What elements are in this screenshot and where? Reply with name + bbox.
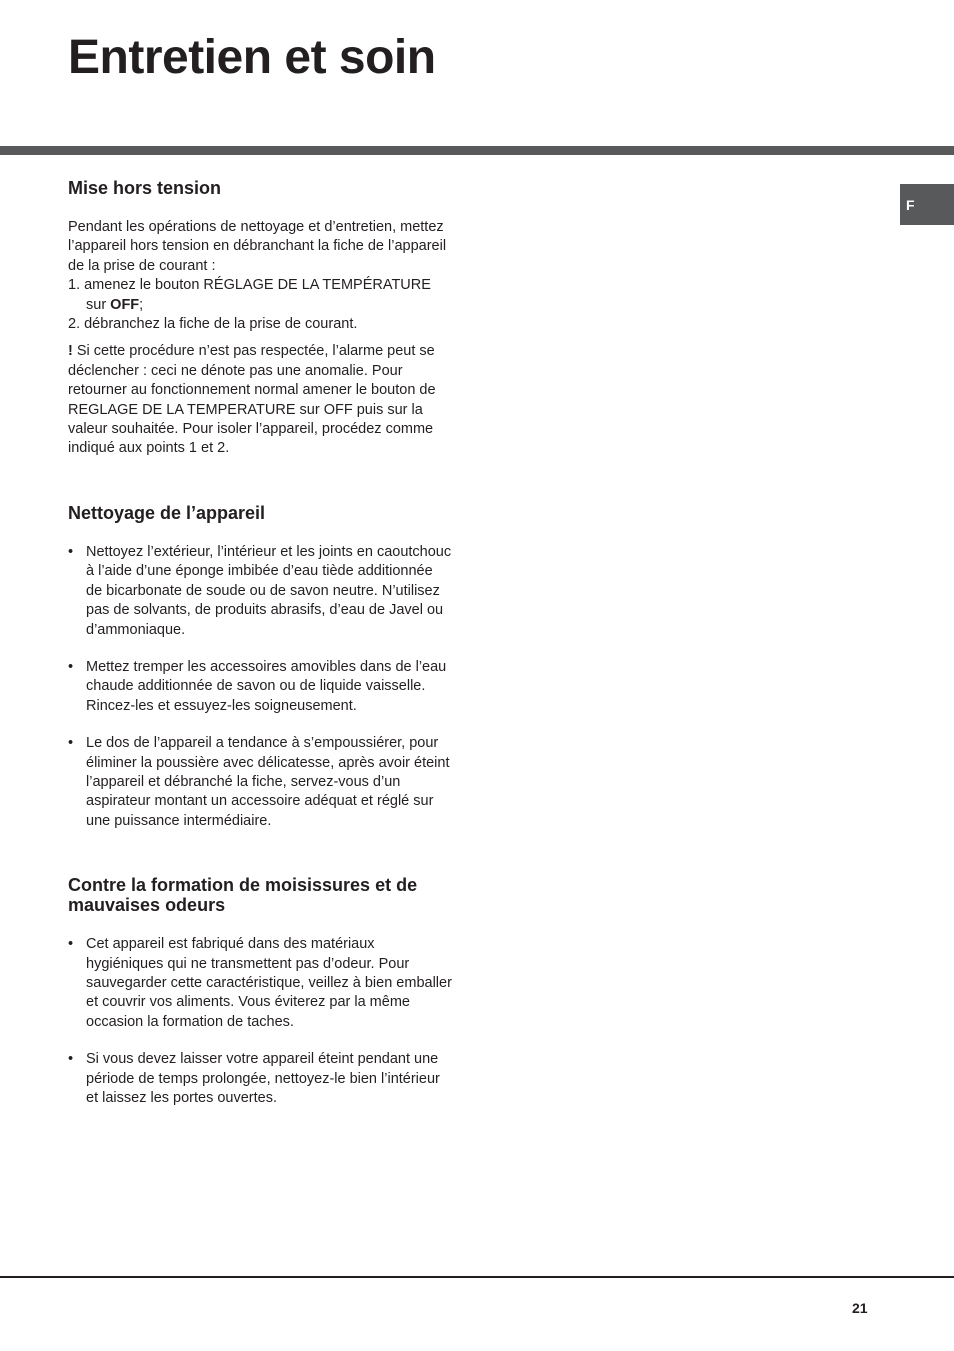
step-text: 1. amenez le bouton RÉGLAGE DE LA TEMPÉRATURE sur <box>68 277 431 313</box>
warning-note <box>68 342 452 458</box>
header-divider <box>0 146 954 155</box>
footer-divider <box>0 1276 954 1278</box>
step-list <box>68 276 452 334</box>
step-item: 2. débranchez la fiche de la prise de courant. <box>68 316 358 333</box>
step-item <box>68 276 452 315</box>
section-nettoyage <box>68 503 452 831</box>
list-item: • Si vous devez laisser votre appareil éteint pendant une période de temps prolongée, nettoyez-le bien l’intérieur et laissez les portes ouvertes. <box>68 1050 452 1108</box>
section-heading: Nettoyage de l’appareil <box>68 502 266 523</box>
step-emphasis: OFF <box>110 296 140 313</box>
page-title: Entretien et soin <box>68 31 436 84</box>
list-item: • Mettez tremper les accessoires amovibles dans de l’eau chaude additionnée de savon ou de liquide vaisselle. Rincez-les et essuyez-les soigneusement. <box>68 658 452 716</box>
section-heading: Contre la formation de moisissures et de mauvaises odeurs <box>68 875 418 916</box>
warning-icon: ! <box>68 343 73 360</box>
section-moisissures <box>68 875 452 1108</box>
language-tab <box>900 184 954 225</box>
section-intro: Pendant les opérations de nettoyage et d’entretien, mettez l’appareil hors tension en débranchant la fiche de l’appareil de la prise de courant : <box>68 219 447 274</box>
list-item: • Nettoyez l’extérieur, l’intérieur et les joints en caoutchouc à l’aide d’une éponge imbibée d’eau tiède additionnée de bicarbonate de soude ou de savon neutre. N’utilisez pas de solvants, de produits abrasifs, d’eau de Javel ou d’ammoniaque. <box>68 543 452 640</box>
bullet-list <box>68 543 452 831</box>
list-item: • Cet appareil est fabriqué dans des matériaux hygiéniques qui ne transmettent pas d’odeur. Pour sauvegarder cette caractéristique, veillez à bien emballer et couvrir vos aliments. Vous éviterez par la même occasion la formation de taches. <box>68 935 452 1032</box>
page-number: 21 <box>852 1300 868 1316</box>
section-mise-hors-tension <box>68 178 452 459</box>
step-end: ; <box>139 296 144 313</box>
bullet-list <box>68 935 452 1108</box>
content-column <box>68 178 452 1108</box>
section-heading: Mise hors tension <box>68 178 222 198</box>
list-item: • Le dos de l’appareil a tendance à s’empoussiérer, pour éliminer la poussière avec délicatesse, après avoir éteint l’appareil et débranché la fiche, servez-vous d’un aspirateur montant un accessoire adéquat et réglé sur une puissance intermédiaire. <box>68 734 452 831</box>
language-tab-label: F <box>906 197 915 213</box>
warning-text: Si cette procédure n’est pas respectée, l’alarme peut se déclencher : ceci ne dénote pas une anomalie. Pour retourner au fonctionnement normal amener le bouton de REGLAGE DE LA TEMPERATURE sur OFF puis sur la valeur souhaitée. Pour isoler l’appareil, procédez comme indiqué aux points 1 et 2. <box>68 343 436 457</box>
